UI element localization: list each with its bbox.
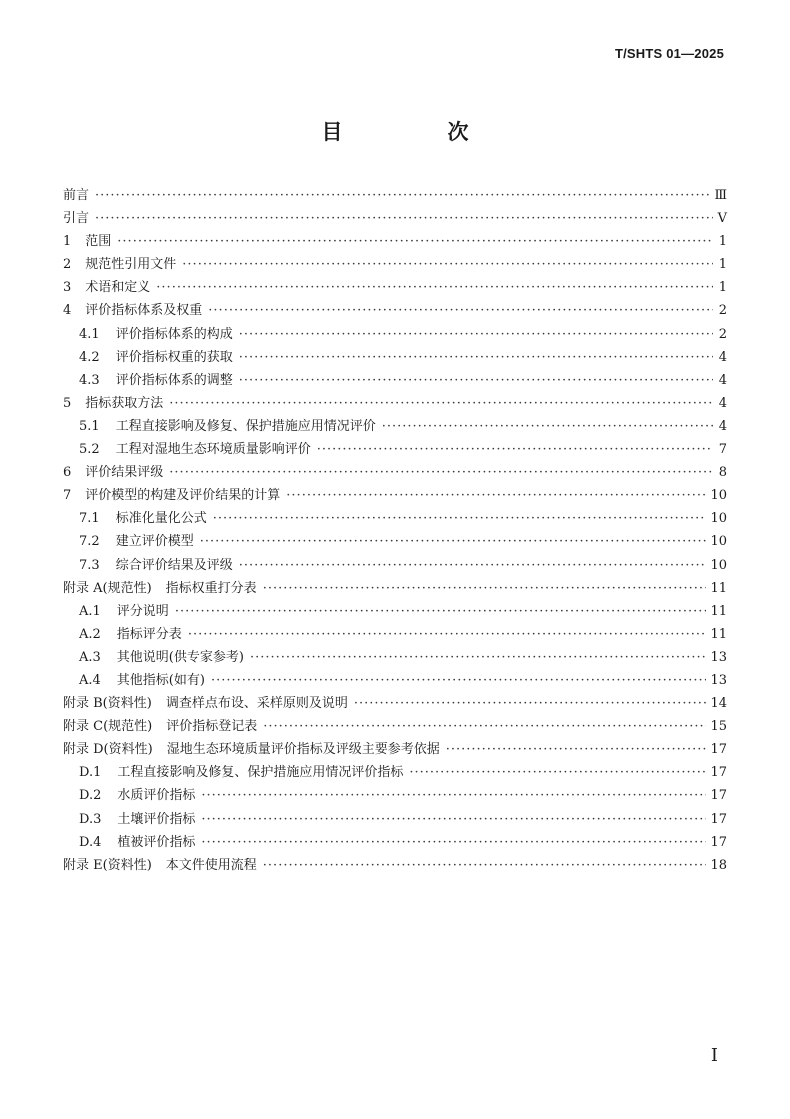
toc-entry[interactable] <box>63 715 727 738</box>
toc-entry-page: 4 <box>718 418 727 434</box>
toc-entry-number: 7 <box>63 488 72 504</box>
toc-entry-title <box>79 808 195 831</box>
toc-entry-label: 土壤评价指标 <box>117 811 196 827</box>
toc-entry-page: 1 <box>718 257 727 273</box>
toc-entry-title <box>63 854 257 877</box>
toc-entry-label: 植被评价指标 <box>117 834 196 850</box>
toc-dot-leader <box>201 808 706 831</box>
toc-dot-leader <box>409 761 706 784</box>
toc-entry-title <box>79 438 311 461</box>
toc-entry-title <box>63 577 257 600</box>
toc-entry[interactable] <box>63 669 727 692</box>
toc-entry-number: 4 <box>63 303 72 319</box>
toc-entry-label: 本文件使用流程 <box>165 857 257 873</box>
toc-entry-number: 7.3 <box>79 557 100 573</box>
toc-entry-label: 评价指标登记表 <box>166 719 258 735</box>
toc-entry[interactable] <box>63 623 727 646</box>
toc-entry-title <box>79 507 207 530</box>
toc-entry-label: 引言 <box>63 211 90 227</box>
toc-entry-page: 11 <box>710 626 727 642</box>
toc-entry[interactable] <box>63 346 727 369</box>
toc-entry-page: 17 <box>710 834 727 850</box>
toc-entry-number: D.1 <box>79 765 102 781</box>
toc-dot-leader <box>263 854 707 877</box>
toc-dot-leader <box>117 230 713 253</box>
toc-dot-leader <box>317 438 713 461</box>
toc-entry-page: 2 <box>718 303 727 319</box>
toc-entry-title <box>79 669 205 692</box>
toc-entry-title <box>79 554 233 577</box>
toc-entry-number: D.2 <box>79 788 102 804</box>
toc-dot-leader <box>169 392 713 415</box>
toc-entry-number: 5 <box>63 395 72 411</box>
toc-dot-leader <box>239 346 713 369</box>
toc-entry-label: 指标权重打分表 <box>165 580 257 596</box>
toc-entry-page: 13 <box>710 649 727 665</box>
toc-entry-number: 3 <box>63 280 72 296</box>
toc-entry-page: 1 <box>718 280 727 296</box>
toc-entry[interactable] <box>63 554 727 577</box>
toc-dot-leader <box>286 484 706 507</box>
toc-dot-leader <box>208 299 713 322</box>
toc-entry-title <box>79 346 233 369</box>
toc-entry[interactable] <box>63 184 727 207</box>
toc-entry-page: 17 <box>710 742 727 758</box>
toc-dot-leader <box>213 507 707 530</box>
toc-entry[interactable] <box>63 299 727 322</box>
toc-entry-title <box>79 600 169 623</box>
toc-entry-title <box>79 623 182 646</box>
toc-entry-number: 附录 A(规范性) <box>63 580 152 596</box>
toc-entry-page: 4 <box>718 395 727 411</box>
toc-entry[interactable] <box>63 808 727 831</box>
toc-entry-label: 评价指标体系的调整 <box>115 372 233 388</box>
toc-entry-number: 附录 E(资料性) <box>63 857 152 873</box>
toc-dot-leader <box>211 669 707 692</box>
toc-entry-title <box>79 415 376 438</box>
toc-entry-label: 规范性引用文件 <box>85 257 177 273</box>
toc-entry[interactable] <box>63 646 727 669</box>
toc-dot-leader <box>201 831 706 854</box>
toc-entry-page: 17 <box>710 811 727 827</box>
toc-entry-page: Ⅴ <box>717 211 727 227</box>
toc-entry[interactable] <box>63 530 727 553</box>
toc-entry-label: 工程对湿地生态环境质量影响评价 <box>115 442 311 458</box>
toc-entry-page: 14 <box>710 696 727 712</box>
toc-entry-title <box>63 230 111 253</box>
toc-entry-title <box>79 831 195 854</box>
toc-entry-label: 其他指标(如有) <box>116 672 205 688</box>
toc-entry-number: 2 <box>63 257 72 273</box>
toc-entry-title <box>63 276 150 299</box>
toc-entry-number: A.4 <box>79 672 101 688</box>
toc-entry[interactable] <box>63 761 727 784</box>
toc-entry-number: 附录 D(资料性) <box>63 742 153 758</box>
toc-entry[interactable] <box>63 415 727 438</box>
toc-entry-number: 5.2 <box>79 442 100 458</box>
toc-dot-leader <box>250 646 707 669</box>
toc-entry[interactable] <box>63 369 727 392</box>
toc-entry[interactable] <box>63 784 727 807</box>
toc-entry-number: A.3 <box>79 649 101 665</box>
toc-dot-leader <box>156 276 713 299</box>
toc-entry-title <box>63 738 440 761</box>
toc-dot-leader <box>446 738 707 761</box>
toc-dot-leader <box>95 207 713 230</box>
toc-entry-title <box>63 184 89 207</box>
toc-entry-page: 10 <box>710 534 727 550</box>
toc-entry[interactable] <box>63 276 727 299</box>
toc-dot-leader <box>175 600 707 623</box>
toc-entry[interactable] <box>63 738 727 761</box>
toc-dot-leader <box>239 323 713 346</box>
toc-entry-label: 前言 <box>63 188 90 203</box>
toc-entry-label: 水质评价指标 <box>117 788 196 804</box>
toc-dot-leader <box>201 784 706 807</box>
toc-entry-title <box>63 253 176 276</box>
toc-entry-number: 1 <box>63 234 72 250</box>
toc-entry-number: 6 <box>63 465 72 481</box>
toc-dot-leader <box>239 369 713 392</box>
toc-entry[interactable] <box>63 323 727 346</box>
toc-entry-page: 10 <box>710 488 727 504</box>
toc-entry-title <box>79 323 233 346</box>
toc-entry-page: 4 <box>718 372 727 388</box>
toc-entry-page: 7 <box>718 442 727 458</box>
toc-entry-label: 评价指标权重的获取 <box>115 349 233 365</box>
toc-entry-page: 8 <box>718 465 727 481</box>
toc-entry-label: 其他说明(供专家参考) <box>116 649 244 665</box>
toc-dot-leader <box>95 184 710 207</box>
toc-entry[interactable] <box>63 461 727 484</box>
toc-entry[interactable] <box>63 392 727 415</box>
toc-entry[interactable] <box>63 207 727 230</box>
toc-entry-page: 13 <box>710 672 727 688</box>
toc-entry-label: 指标评分表 <box>116 626 182 642</box>
toc-entry-label: 评价结果评级 <box>85 465 164 481</box>
toc-entry-label: 湿地生态环境质量评价指标及评级主要参考依据 <box>166 742 440 758</box>
toc-entry-title <box>63 207 89 230</box>
toc-entry-page: 10 <box>710 511 727 527</box>
toc-entry-number: A.1 <box>79 603 101 619</box>
toc-entry-label: 标准化量化公式 <box>115 511 207 527</box>
toc-entry-title <box>79 530 194 553</box>
toc-entry[interactable] <box>63 854 727 877</box>
toc-entry-title <box>63 715 257 738</box>
toc-entry-page: 2 <box>718 326 727 342</box>
toc-entry-number: 4.3 <box>79 372 100 388</box>
toc-entry-label: 调查样点布设、采样原则及说明 <box>165 696 348 712</box>
toc-entry-number: 附录 C(规范性) <box>63 719 153 735</box>
toc-entry-number: 7.2 <box>79 534 100 550</box>
toc-entry[interactable] <box>63 507 727 530</box>
toc-entry-label: 工程直接影响及修复、保护措施应用情况评价 <box>115 418 376 434</box>
toc-entry-page: 10 <box>710 557 727 573</box>
toc-entry-number: D.3 <box>79 811 102 827</box>
toc-entry-page: 15 <box>710 719 727 735</box>
page-number: I <box>710 1045 718 1066</box>
toc-entry-label: 评价模型的构建及评价结果的计算 <box>85 488 281 504</box>
toc-entry-page: 11 <box>710 580 727 596</box>
toc-entry-number: 附录 B(资料性) <box>63 696 152 712</box>
toc-entry-label: 评价指标体系的构成 <box>115 326 233 342</box>
toc-dot-leader <box>263 577 707 600</box>
toc-entry-page: 17 <box>710 765 727 781</box>
toc-entry-label: 术语和定义 <box>85 280 151 296</box>
toc-dot-leader <box>263 715 706 738</box>
toc-entry-page: 1 <box>718 234 727 250</box>
toc-entry[interactable] <box>63 253 727 276</box>
toc-entry-number: 5.1 <box>79 418 100 434</box>
toc-entry-number: D.4 <box>79 834 102 850</box>
toc-entry-title <box>79 646 244 669</box>
toc-entry-page: 17 <box>710 788 727 804</box>
toc-dot-leader <box>169 461 713 484</box>
toc-entry-title <box>79 784 195 807</box>
toc-entry-page: Ⅲ <box>714 188 727 203</box>
document-code: T/SHTS 01—2025 <box>614 46 724 61</box>
toc-entry-page: 11 <box>710 603 727 619</box>
toc-entry-title <box>63 461 163 484</box>
toc-entry-title <box>79 761 403 784</box>
toc-entry-title <box>63 299 202 322</box>
toc-entry-number: 7.1 <box>79 511 100 527</box>
toc-dot-leader <box>182 253 713 276</box>
toc-dot-leader <box>188 623 707 646</box>
toc-entry-label: 范围 <box>85 234 112 250</box>
toc-dot-leader <box>239 554 707 577</box>
toc-entry[interactable] <box>63 692 727 715</box>
toc-entry[interactable] <box>63 600 727 623</box>
toc-entry-title <box>79 369 233 392</box>
toc-entry-label: 评价指标体系及权重 <box>85 303 203 319</box>
toc-title: 目 次 <box>321 120 511 144</box>
table-of-contents <box>63 184 727 877</box>
toc-entry-page: 4 <box>718 349 727 365</box>
toc-entry[interactable] <box>63 577 727 600</box>
toc-dot-leader <box>382 415 713 438</box>
toc-entry[interactable] <box>63 438 727 461</box>
toc-entry-label: 工程直接影响及修复、保护措施应用情况评价指标 <box>117 765 404 781</box>
toc-entry-number: 4.2 <box>79 349 100 365</box>
toc-dot-leader <box>354 692 707 715</box>
toc-entry-title <box>63 392 163 415</box>
toc-entry[interactable] <box>63 831 727 854</box>
toc-entry[interactable] <box>63 230 727 253</box>
toc-entry-page: 18 <box>710 857 727 873</box>
toc-entry-number: A.2 <box>79 626 101 642</box>
toc-dot-leader <box>200 530 707 553</box>
toc-entry-label: 建立评价模型 <box>115 534 194 550</box>
toc-entry[interactable] <box>63 484 727 507</box>
toc-entry-title <box>63 692 348 715</box>
toc-entry-title <box>63 484 280 507</box>
toc-entry-label: 评分说明 <box>116 603 169 619</box>
toc-entry-number: 4.1 <box>79 326 100 342</box>
toc-entry-label: 综合评价结果及评级 <box>115 557 233 573</box>
toc-entry-label: 指标获取方法 <box>85 395 164 411</box>
